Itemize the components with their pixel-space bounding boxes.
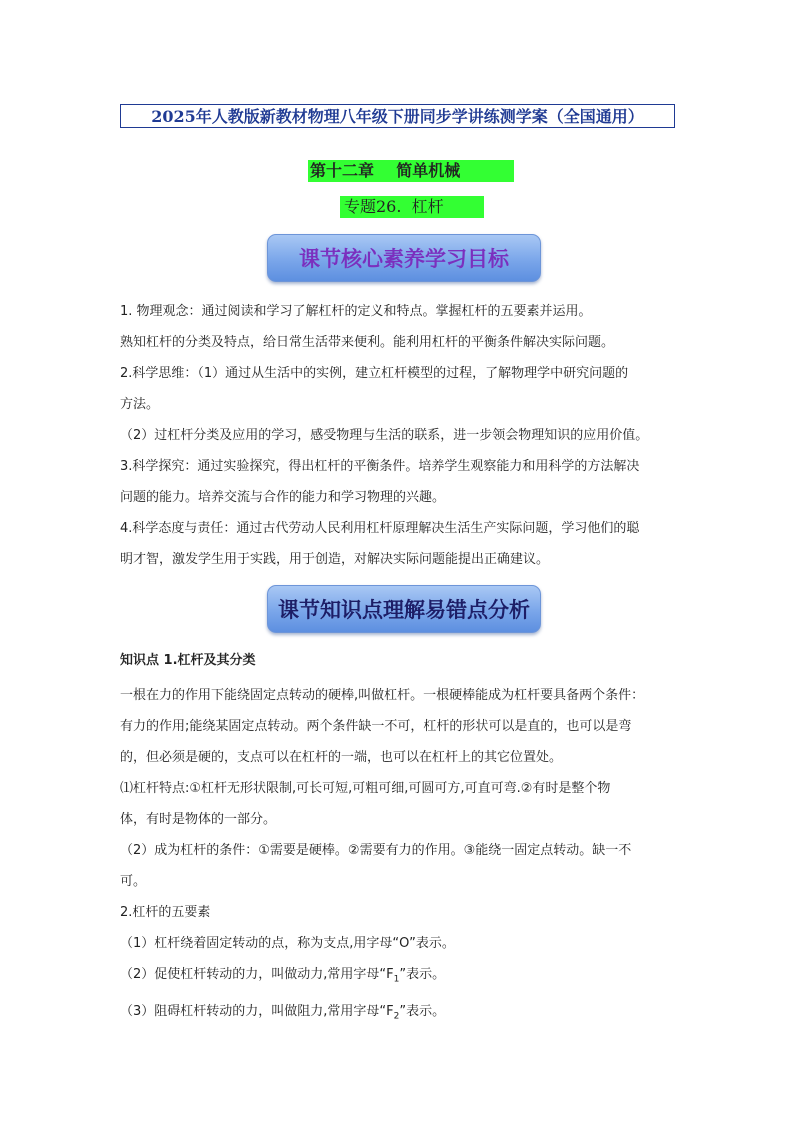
objective-line: 方法。 bbox=[120, 397, 160, 412]
objective-line: 4.科学态度与责任：通过古代劳动人民利用杠杆原理解决生活生产实际问题，学习他们的聪 bbox=[120, 521, 640, 536]
objective-line: 2.科学思维：（1）通过从生活中的实例，建立杠杆模型的过程，了解物理学中研究问题的 bbox=[120, 366, 629, 381]
knowledge-analysis-banner: 课节知识点理解易错点分析 bbox=[267, 585, 541, 633]
knowledge-line: （2）成为杠杆的条件：①需要是硬棒。②需要有力的作用。③能绕一固定点转动。缺一不 bbox=[120, 843, 632, 858]
topic-heading: 专题26. 杠杆 bbox=[340, 196, 484, 218]
knowledge-text bbox=[120, 680, 680, 1032]
knowledge-point-heading: 知识点 1.杠杆及其分类 bbox=[120, 653, 256, 668]
knowledge-line-f1: （2）促使杠杆转动的力，叫做动力,常用字母“$F_1$”表示。 bbox=[120, 967, 446, 985]
objective-line: 熟知杠杆的分类及特点，给日常生活带来便利。能利用杠杆的平衡条件解决实际问题。 bbox=[120, 335, 615, 350]
objective-line: （2）过杠杆分类及应用的学习，感受物理与生活的联系，进一步领会物理知识的应用价值。 bbox=[120, 428, 649, 443]
objective-line: 明才智，激发学生用于实践，用于创造，对解决实际问题能提出正确建议。 bbox=[120, 552, 550, 567]
knowledge-line: 有力的作用;能绕某固定点转动。两个条件缺一不可，杠杆的形状可以是直的，也可以是弯 bbox=[120, 719, 632, 734]
objective-line: 1. 物理观念：通过阅读和学习了解杠杆的定义和特点。掌握杠杆的五要素并运用。 bbox=[120, 304, 592, 319]
chapter-heading: 第十二章 简单机械 bbox=[308, 160, 514, 182]
knowledge-line: ⑴杠杆特点:①杠杆无形状限制,可长可短,可粗可细,可圆可方,可直可弯.②有时是整个物 bbox=[120, 781, 611, 796]
objectives-text bbox=[120, 296, 680, 575]
knowledge-line: （1）杠杆绕着固定转动的点，称为支点,用字母“O”表示。 bbox=[120, 936, 455, 951]
knowledge-line: 2.杠杆的五要素 bbox=[120, 905, 211, 920]
document-title: 2025年人教版新教材物理八年级下册同步学讲练测学案（全国通用） bbox=[120, 104, 675, 128]
learning-objectives-banner: 课节核心素养学习目标 bbox=[267, 234, 541, 282]
objective-line: 问题的能力。培养交流与合作的能力和学习物理的兴趣。 bbox=[120, 490, 446, 505]
knowledge-line: 一根在力的作用下能绕固定点转动的硬棒,叫做杠杆。一根硬棒能成为杠杆要具备两个条件： bbox=[120, 688, 645, 703]
knowledge-line: 可。 bbox=[120, 874, 147, 889]
knowledge-line-f2: （3）阻碍杠杆转动的力，叫做阻力,常用字母“$F_2$”表示。 bbox=[120, 1003, 446, 1022]
knowledge-line: 体，有时是物体的一部分。 bbox=[120, 812, 277, 827]
knowledge-line: 的，但必须是硬的，支点可以在杠杆的一端，也可以在杠杆上的其它位置处。 bbox=[120, 750, 563, 765]
objective-line: 3.科学探究：通过实验探究，得出杠杆的平衡条件。培养学生观察能力和用科学的方法解决 bbox=[120, 459, 640, 474]
